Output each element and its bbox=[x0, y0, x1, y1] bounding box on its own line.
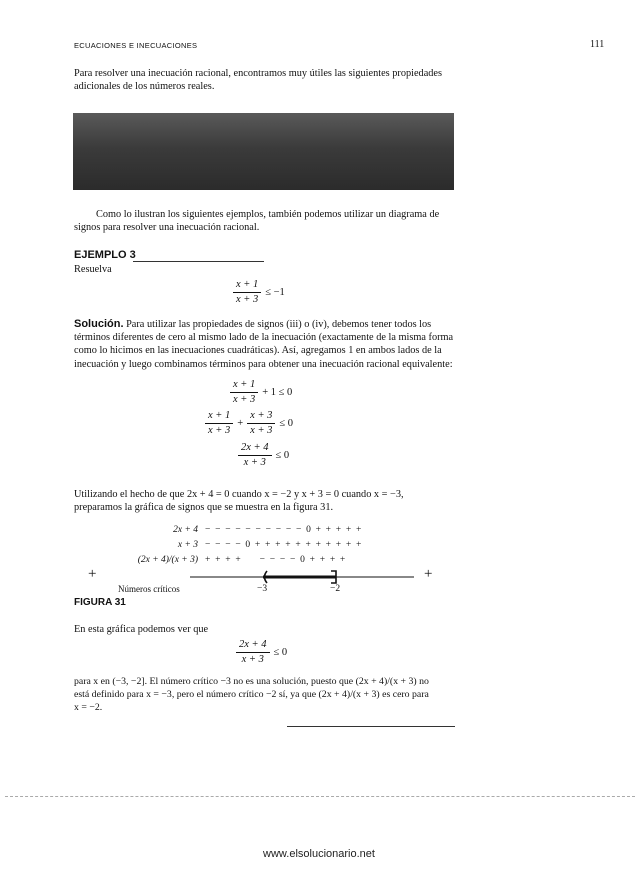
critical-number-2: −2 bbox=[330, 584, 341, 594]
conclusion-line-4: x = −2. bbox=[74, 702, 103, 714]
conclusion-paragraph bbox=[74, 675, 456, 715]
step-3-fraction bbox=[238, 442, 272, 469]
fraction-denominator: x + 3 bbox=[250, 425, 273, 436]
step-3 bbox=[238, 442, 289, 469]
number-line bbox=[190, 568, 414, 586]
solution-line-1: Para utilizar las propiedades de signos (iii) o (iv), debemos tener todos los bbox=[126, 319, 432, 330]
conclusion-fraction bbox=[236, 639, 270, 666]
conclusion-line-3: está definido para x = −3, pero el número crítico −2 sí, ya que (2x + 4)/(x + 3) es cero para bbox=[74, 689, 429, 701]
intro-line-2: adicionales de los números reales. bbox=[74, 81, 215, 93]
step-2-rest: ≤ 0 bbox=[279, 418, 294, 429]
intro-paragraph bbox=[74, 67, 454, 93]
solution-line-2: términos diferentes de cero al mismo lado de la inecuación (exactamente de la misma forma bbox=[74, 332, 454, 344]
fraction-numerator: x + 1 bbox=[233, 279, 261, 293]
sign-row-signs: − − − − 0 + + + + + + + + + + + bbox=[205, 540, 362, 550]
solution-line-4: inecuación y luego combinamos términos para obtener una inecuación racional equivalente: bbox=[74, 358, 453, 370]
conclusion-intro: En esta gráfica podemos ver que bbox=[74, 624, 209, 635]
step-2-fraction-b bbox=[247, 410, 275, 437]
conclusion-inequality bbox=[236, 639, 287, 666]
step-1-rest: + 1 ≤ 0 bbox=[262, 387, 293, 398]
sign-row-signs: − − − − − − − − − − 0 + + + + + bbox=[205, 525, 362, 535]
fraction-denominator: x + 3 bbox=[241, 654, 264, 665]
fraction-denominator: x + 3 bbox=[243, 457, 266, 468]
solution-label: Solución. bbox=[74, 318, 124, 330]
fraction-numerator: x + 1 bbox=[230, 379, 258, 393]
sign-row-label: 2x + 4 bbox=[173, 525, 198, 535]
step-2-fraction-a bbox=[205, 410, 233, 437]
footer-url[interactable]: www.elsolucionario.net bbox=[263, 848, 375, 860]
section-end-rule bbox=[287, 726, 455, 727]
fraction-denominator: x + 3 bbox=[236, 294, 259, 305]
fraction-numerator: 2x + 4 bbox=[236, 639, 270, 653]
critical-number-1: −3 bbox=[257, 584, 268, 594]
step-1-fraction bbox=[230, 379, 258, 406]
fraction-numerator: x + 3 bbox=[247, 410, 275, 424]
sign-row-label: x + 3 bbox=[177, 540, 198, 550]
after-box-paragraph bbox=[74, 208, 456, 234]
using-line-2: preparamos la gráfica de signos que se muestra en la figura 31. bbox=[74, 502, 334, 514]
using-line-1: Utilizando el hecho de que 2x + 4 = 0 cuando x = −2 y x + 3 = 0 cuando x = −3, bbox=[74, 489, 404, 500]
fraction-denominator: x + 3 bbox=[233, 394, 256, 405]
solution-paragraph bbox=[74, 318, 456, 371]
intro-line-1: Para resolver una inecuación racional, encontramos muy útiles las siguientes propiedades bbox=[74, 68, 442, 79]
fraction-numerator: 2x + 4 bbox=[238, 442, 272, 456]
after-box-line-1: Como lo ilustran los siguientes ejemplos, también podemos utilizar un diagrama de bbox=[96, 209, 440, 220]
fraction-numerator: x + 1 bbox=[205, 410, 233, 424]
right-plus-sign: + bbox=[424, 566, 433, 582]
problem-inequality bbox=[233, 279, 285, 306]
fraction-denominator: x + 3 bbox=[208, 425, 231, 436]
running-header-title: ECUACIONES E INECUACIONES bbox=[74, 41, 198, 50]
using-paragraph bbox=[74, 488, 456, 514]
example-heading: EJEMPLO 3 bbox=[74, 249, 136, 261]
properties-box-shaded bbox=[73, 113, 454, 190]
example-heading-rule bbox=[133, 261, 264, 262]
conclusion-line-2: para x en (−3, −2]. El número crítico −3 no es una solución, puesto que (2x + 4)/(x + 3) no bbox=[74, 676, 429, 687]
page-number: 111 bbox=[590, 39, 605, 50]
scan-edge-line bbox=[5, 796, 635, 797]
figure-label: FIGURA 31 bbox=[74, 597, 126, 608]
step-2 bbox=[205, 410, 293, 437]
plus-sign: + bbox=[237, 418, 244, 429]
left-plus-sign: + bbox=[88, 566, 97, 582]
critical-numbers-label: Números críticos bbox=[118, 584, 180, 594]
step-3-rest: ≤ 0 bbox=[275, 450, 290, 461]
step-1 bbox=[230, 379, 292, 406]
sign-row-signs: + + + + − − − − 0 + + + + bbox=[205, 555, 346, 565]
inequality-rest: ≤ −1 bbox=[265, 287, 285, 298]
conclusion-rest: ≤ 0 bbox=[273, 647, 288, 658]
solution-line-3: como lo hicimos en las inecuaciones cuadráticas). Así, agregamos 1 en ambos lados de la bbox=[74, 345, 442, 357]
resuelva-text: Resuelva bbox=[74, 264, 112, 275]
problem-fraction bbox=[233, 279, 261, 306]
after-box-line-2: signos para resolver una inecuación racional. bbox=[74, 222, 260, 234]
sign-row-label: (2x + 4)/(x + 3) bbox=[137, 555, 198, 565]
